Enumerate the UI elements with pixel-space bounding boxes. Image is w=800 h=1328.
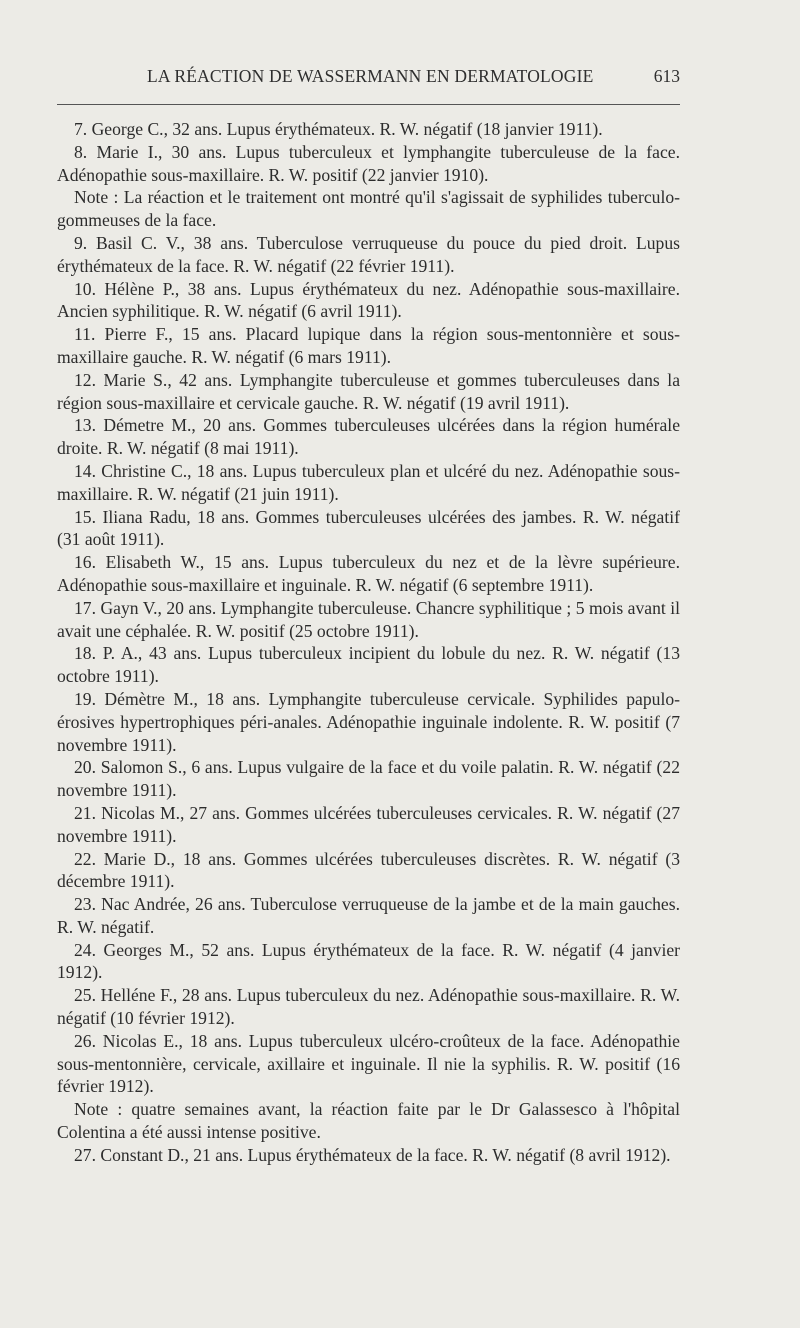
page-number: 613 [653,66,680,86]
case-entry-17: 17. Gayn V., 20 ans. Lymphangite tuberculeuse. Chancre syphilitique ; 5 mois avant il avait une céphalée. R. W. positif (25 octobre 1911). [57,597,680,641]
case-entry-16: 16. Elisabeth W., 15 ans. Lupus tuberculeux du nez et de la lèvre supérieure. Adénopathie sous-maxillaire et inguinale. R. W. négatif (6 septembre 1911). [57,552,680,595]
case-entry-22: 22. Marie D., 18 ans. Gommes ulcérées tuberculeuses discrètes. R. W. négatif (3 décembre 1911). [57,848,680,892]
case-entry-21: 21. Nicolas M., 27 ans. Gommes ulcérées tuberculeuses cervicales. R. W. négatif (27 novembre 1911). [57,802,680,846]
case-entry-27: 27. Constant D., 21 ans. Lupus érythémateux de la face. R. W. négatif (8 avril 1912). [74,1144,671,1165]
page-header [57,66,680,96]
case-entry-23: 23. Nac Andrée, 26 ans. Tuberculose verruqueuse de la jambe et de la main gauches. R. W. négatif. [57,894,680,937]
case-entry-18: 18. P. A., 43 ans. Lupus tuberculeux incipient du lobule du nez. R. W. négatif (13 octobre 1911). [57,643,680,687]
case-entry-8: 8. Marie I., 30 ans. Lupus tuberculeux et lymphangite tuberculeuse de la face. Adénopathie sous-maxillaire. R. W. positif (22 janvier 1910). [57,141,680,185]
case-entry-24: 24. Georges M., 52 ans. Lupus érythémateux de la face. R. W. négatif (4 janvier 1912). [57,939,680,983]
case-entry-20: 20. Salomon S., 6 ans. Lupus vulgaire de la face et du voile palatin. R. W. négatif (22 novembre 1911). [57,757,680,801]
case-entry-26: 26. Nicolas E., 18 ans. Lupus tuberculeux ulcéro-croûteux de la face. Adénopathie sous-mentonnière, cervicale, axillaire et inguinale. Il nie la syphilis. R. W. positif (16 février 1912). [57,1030,680,1097]
case-note-26: Note : quatre semaines avant, la réaction faite par le Dr Galassesco à l'hôpital Colentina a été aussi intense positive. [57,1099,680,1143]
case-entry-10: 10. Hélène P., 38 ans. Lupus érythémateux du nez. Adénopathie sous-maxillaire. Ancien syphilitique. R. W. négatif (6 avril 1911). [57,278,680,322]
case-entry-19: 19. Démètre M., 18 ans. Lymphangite tuberculeuse cervicale. Syphilides papulo-érosives hypertrophiques péri-anales. Adénopathie inguinale indolente. R. W. positif (7 novembre 1911). [57,688,680,755]
case-entry-11: 11. Pierre F., 15 ans. Placard lupique dans la région sous-mentonnière et sous-maxillaire gauche. R. W. négatif (6 mars 1911). [57,324,680,367]
running-title: LA RÉACTION DE WASSERMANN EN DERMATOLOGIE [147,66,594,86]
case-entry-14: 14. Christine C., 18 ans. Lupus tuberculeux plan et ulcéré du nez. Adénopathie sous-maxillaire. R. W. négatif (21 juin 1911). [57,460,680,504]
header-rule [57,104,680,105]
case-entry-25: 25. Helléne F., 28 ans. Lupus tuberculeux du nez. Adénopathie sous-maxillaire. R. W. négatif (10 février 1912). [57,985,680,1029]
case-note-8: Note : La réaction et le traitement ont montré qu'il s'agissait de syphilides tuberculo-gommeuses de la face. [57,187,680,231]
case-entry-15: 15. Iliana Radu, 18 ans. Gommes tuberculeuses ulcérées des jambes. R. W. négatif (31 août 1911). [57,506,680,550]
case-entry-9: 9. Basil C. V., 38 ans. Tuberculose verruqueuse du pouce du pied droit. Lupus érythémateux de la face. R. W. négatif (22 février 1911). [57,232,680,276]
case-entry-7: 7. George C., 32 ans. Lupus érythémateux. R. W. négatif (18 janvier 1911). [74,119,603,139]
case-entry-12: 12. Marie S., 42 ans. Lymphangite tuberculeuse et gommes tuberculeuses dans la région sous-maxillaire et cervicale gauche. R. W. négatif (19 avril 1911). [57,369,680,413]
case-entry-13: 13. Démetre M., 20 ans. Gommes tuberculeuses ulcérées dans la région humérale droite. R. W. négatif (8 mai 1911). [57,415,680,459]
case-list [57,118,680,1167]
